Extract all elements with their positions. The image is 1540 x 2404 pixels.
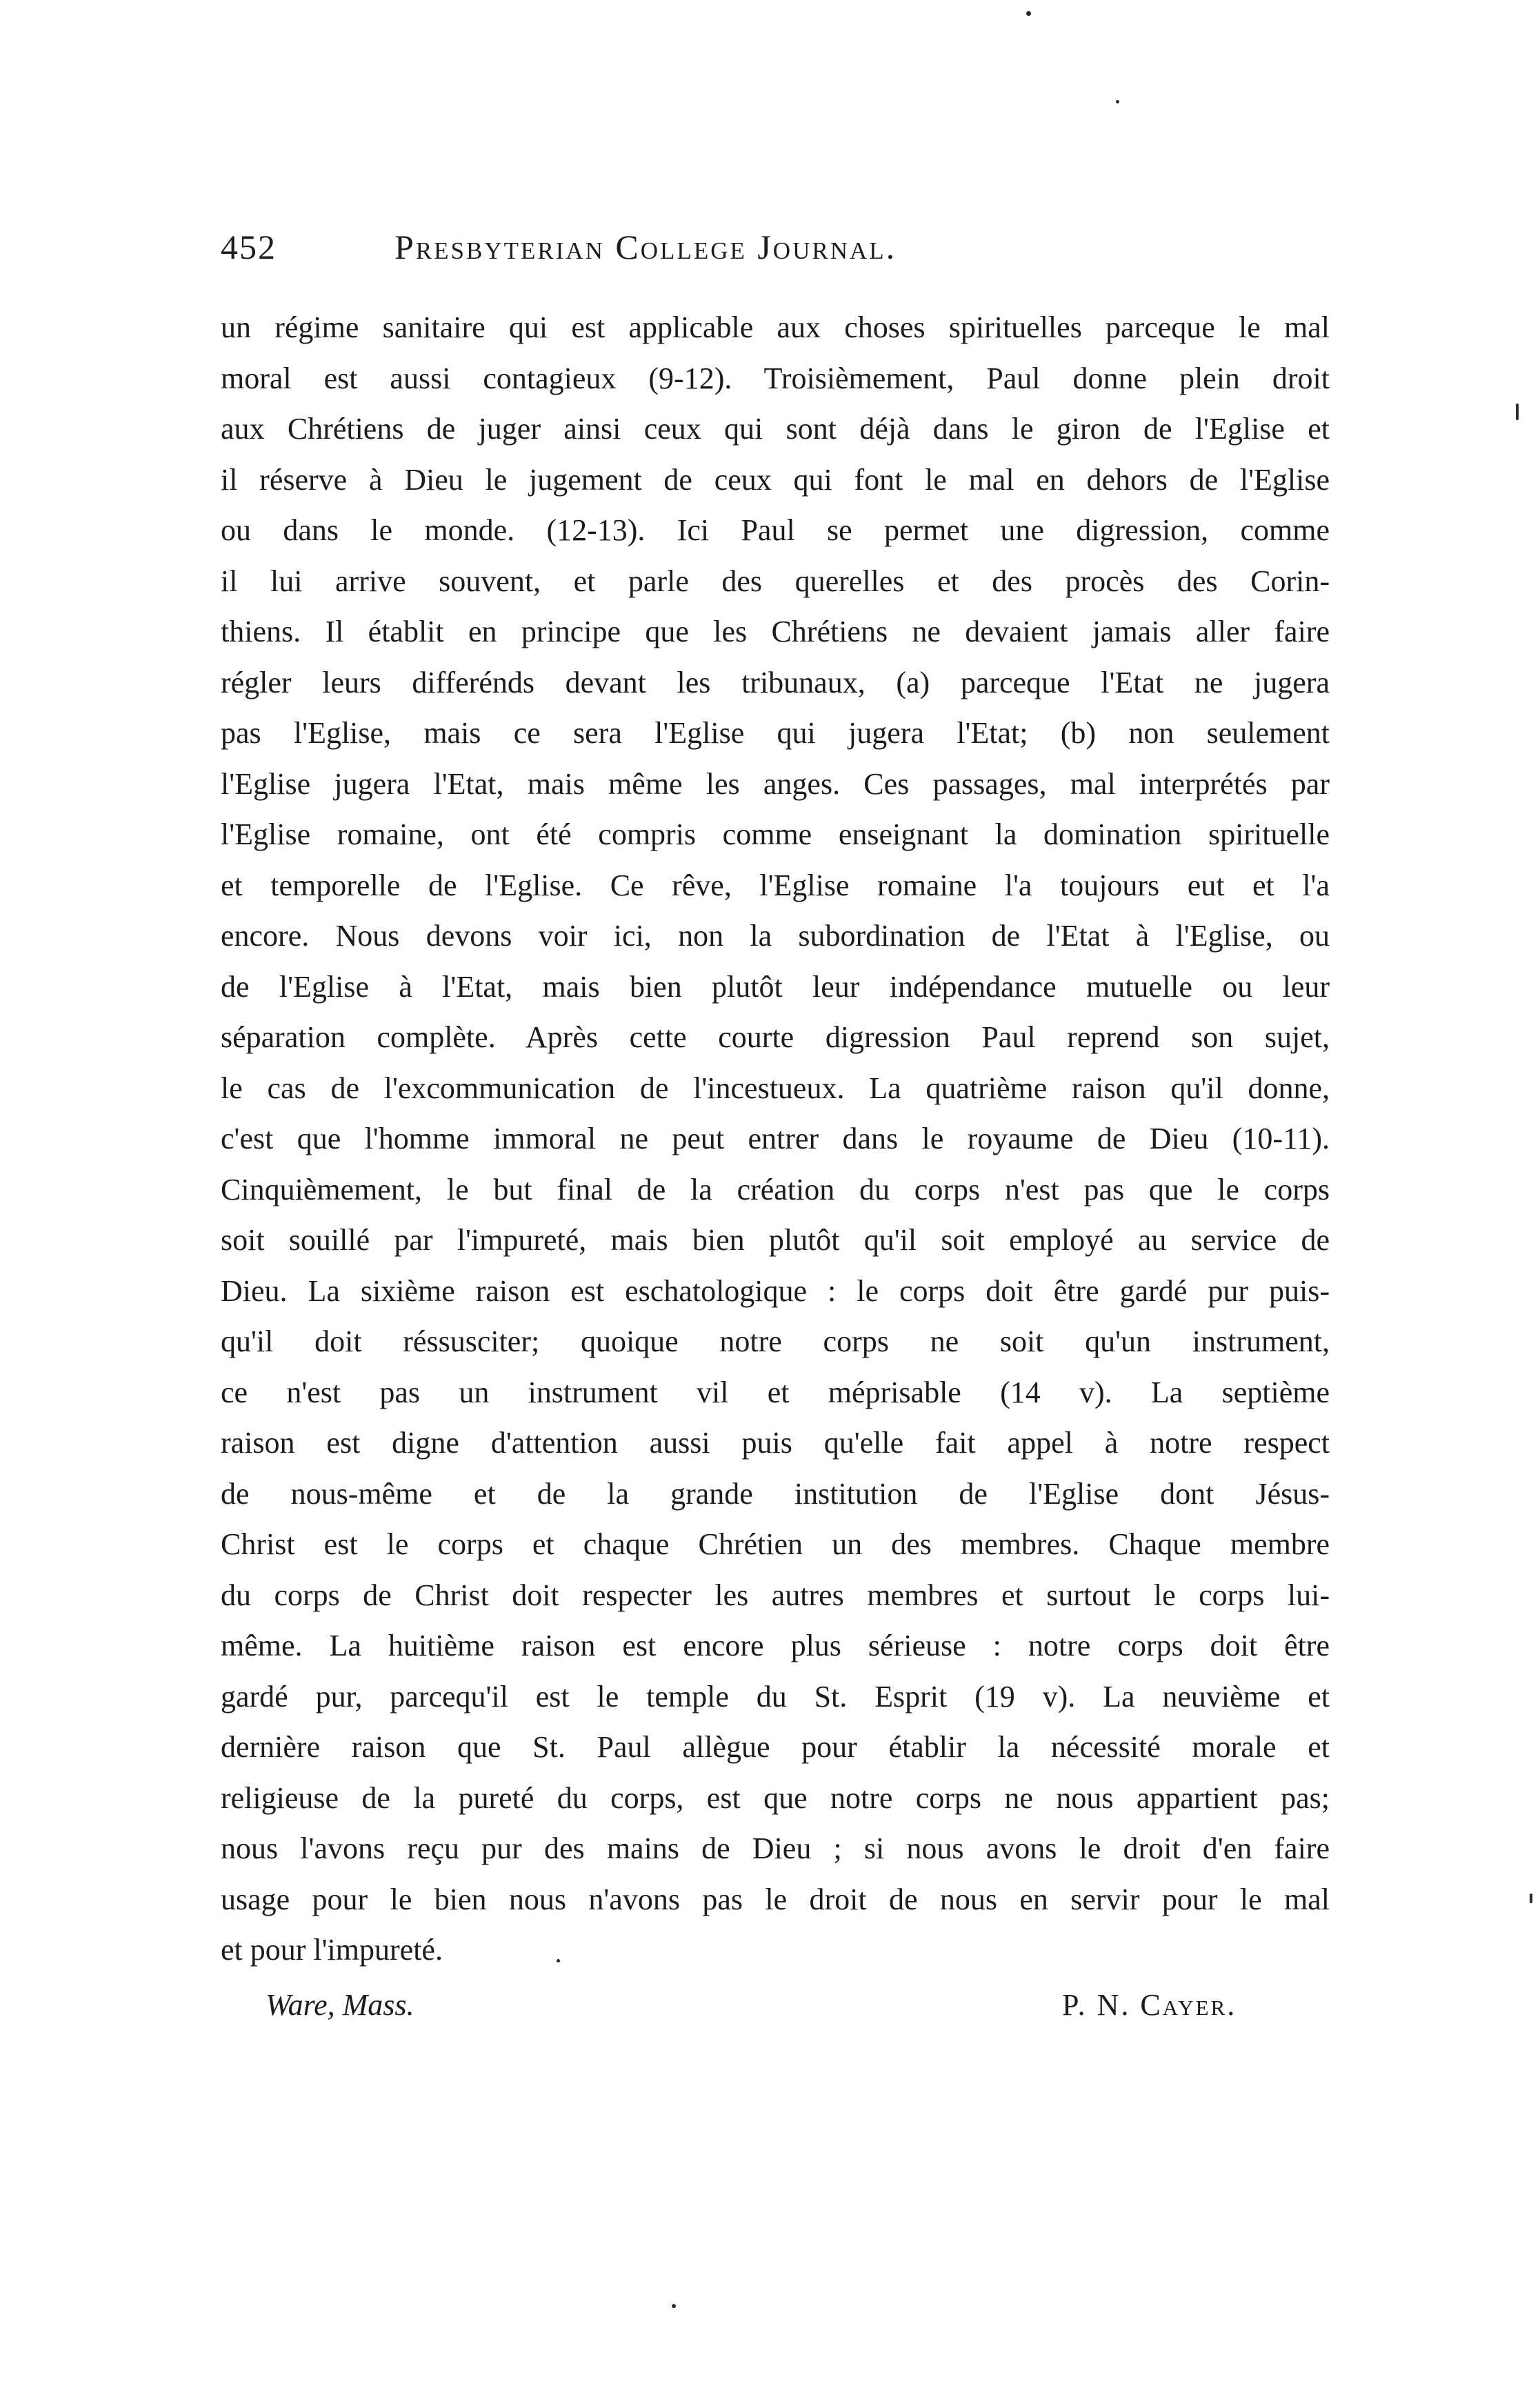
signature-place: Ware, Mass. xyxy=(266,1988,414,2022)
text-line: ou dans le monde. (12-13). Ici Paul se permet une digression, comme xyxy=(221,513,1330,547)
text-line: il lui arrive souvent, et parle des querelles et des procès des Corin- xyxy=(221,564,1330,598)
text-line: Dieu. La sixième raison est eschatologique : le corps doit être gardé pur puis- xyxy=(221,1273,1330,1308)
text-line: dernière raison que St. Paul allègue pour établir la nécessité morale et xyxy=(221,1730,1330,1764)
print-speck xyxy=(1026,11,1031,16)
print-speck xyxy=(1530,1894,1532,1903)
text-line: et temporelle de l'Eglise. Ce rêve, l'Eglise romaine l'a toujours eut et l'a xyxy=(221,868,1330,902)
text-line: l'Eglise romaine, ont été compris comme enseignant la domination spirituelle xyxy=(221,817,1330,851)
text-line: ce n'est pas un instrument vil et méprisable (14 v). La septième xyxy=(221,1375,1330,1409)
text-line: l'Eglise jugera l'Etat, mais même les anges. Ces passages, mal interprétés par xyxy=(221,766,1330,801)
page-number: 452 xyxy=(221,228,277,266)
text-line: il réserve à Dieu le jugement de ceux qui font le mal en dehors de l'Eglise xyxy=(221,462,1330,497)
text-line: du corps de Christ doit respecter les autres membres et surtout le corps lui- xyxy=(221,1578,1330,1612)
text-line: c'est que l'homme immoral ne peut entrer dans le royaume de Dieu (10-11). xyxy=(221,1122,1330,1155)
body-paragraph xyxy=(221,302,1330,1976)
signature-name: P. N. Cayer. xyxy=(1062,1988,1237,2022)
text-line: thiens. Il établit en principe que les Chrétiens ne devaient jamais aller faire xyxy=(221,615,1330,648)
text-line: religieuse de la pureté du corps, est que notre corps ne nous appartient pas; xyxy=(221,1780,1330,1815)
text-line: Christ est le corps et chaque Chrétien un des membres. Chaque membre xyxy=(221,1527,1330,1561)
text-line: régler leurs differénds devant les tribunaux, (a) parceque l'Etat ne jugera xyxy=(221,665,1330,699)
text-line: même. La huitième raison est encore plus sérieuse : notre corps doit être xyxy=(221,1629,1330,1662)
text-line: raison est digne d'attention aussi puis qu'elle fait appel à notre respect xyxy=(221,1426,1330,1460)
text-line: gardé pur, parcequ'il est le temple du St. Esprit (19 v). La neuvième et xyxy=(221,1679,1330,1713)
text-line: aux Chrétiens de juger ainsi ceux qui sont déjà dans le giron de l'Eglise et xyxy=(221,412,1330,446)
print-speck xyxy=(1516,404,1519,420)
text-line-last: et pour l'impureté. xyxy=(221,1933,443,1967)
text-line: qu'il doit réssusciter; quoique notre corps ne soit qu'un instrument, xyxy=(221,1324,1330,1358)
running-title: Presbyterian College Journal. xyxy=(394,228,897,266)
text-line: un régime sanitaire qui est applicable aux choses spirituelles parceque le mal xyxy=(221,310,1330,344)
text-line: Cinquièmement, le but final de la création du corps n'est pas que le corps xyxy=(221,1172,1330,1206)
text-line: pas l'Eglise, mais ce sera l'Eglise qui jugera l'Etat; (b) non seulement xyxy=(221,716,1330,750)
running-header xyxy=(221,219,1069,275)
text-line: de l'Eglise à l'Etat, mais bien plutôt leur indépendance mutuelle ou leur xyxy=(221,969,1330,1004)
text-line: nous l'avons reçu pur des mains de Dieu ; si nous avons le droit d'en faire xyxy=(221,1831,1330,1865)
text-line: de nous-même et de la grande institution de l'Eglise dont Jésus- xyxy=(221,1476,1330,1511)
print-speck xyxy=(1116,100,1119,103)
text-line: moral est aussi contagieux (9-12). Troisièmement, Paul donne plein droit xyxy=(221,361,1330,395)
print-speck xyxy=(672,2304,676,2308)
text-line: le cas de l'excommunication de l'incestueux. La quatrième raison qu'il donne, xyxy=(221,1071,1330,1105)
text-line: encore. Nous devons voir ici, non la subordination de l'Etat à l'Eglise, ou xyxy=(221,919,1330,953)
text-line: usage pour le bien nous n'avons pas le droit de nous en servir pour le mal xyxy=(221,1882,1330,1916)
text-line: séparation complète. Après cette courte digression Paul reprend son sujet, xyxy=(221,1020,1330,1054)
text-line: soit souillé par l'impureté, mais bien plutôt qu'il soit employé au service de xyxy=(221,1223,1330,1257)
